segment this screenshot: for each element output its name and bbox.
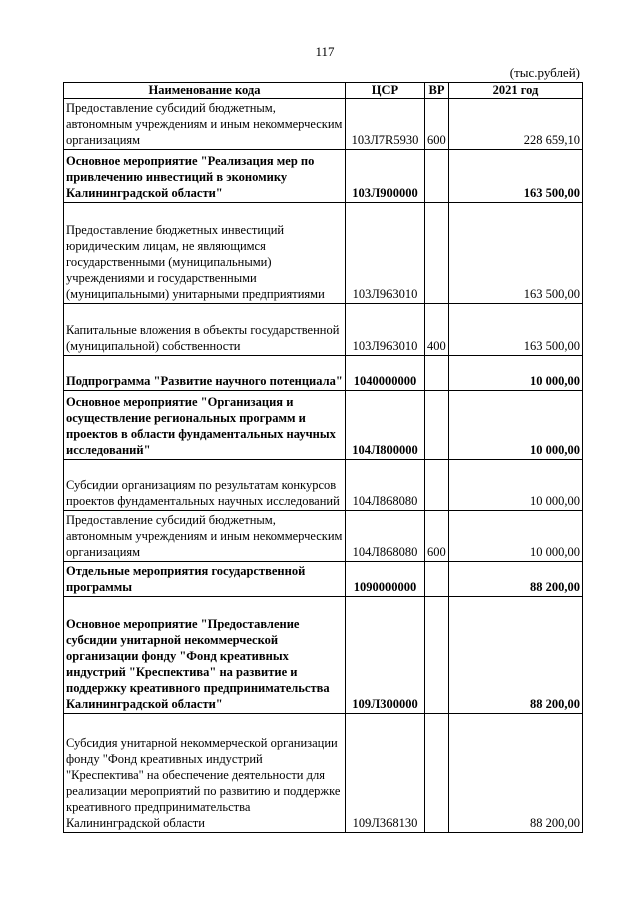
cell-vr	[425, 562, 449, 597]
cell-name: Субсидия унитарной некоммерческой организации фонду "Фонд креативных индустрий "Креспектива" на обеспечение деятельности для реализации мероприятий по развитию и поддержке креативного предпринимательства Калининградской области	[64, 714, 346, 833]
cell-name: Капитальные вложения в объекты государственной (муниципальной) собственности	[64, 304, 346, 356]
cell-vr	[425, 714, 449, 833]
cell-vr: 600	[425, 511, 449, 562]
cell-name: Основное мероприятие "Реализация мер по привлечению инвестиций в экономику Калининградской области"	[64, 150, 346, 203]
table-row	[64, 511, 583, 562]
cell-csr: 103Л900000	[346, 150, 425, 203]
header-year: 2021 год	[449, 83, 583, 99]
table-row	[64, 356, 583, 391]
cell-csr: 104Л800000	[346, 391, 425, 460]
cell-csr: 1040000000	[346, 356, 425, 391]
cell-vr	[425, 391, 449, 460]
cell-csr: 104Л868080	[346, 511, 425, 562]
cell-amount: 163 500,00	[449, 304, 583, 356]
cell-amount: 228 659,10	[449, 99, 583, 150]
cell-amount: 88 200,00	[449, 562, 583, 597]
cell-vr: 600	[425, 99, 449, 150]
cell-name: Основное мероприятие "Организация и осуществление региональных программ и проектов в области фундаментальных научных исследований"	[64, 391, 346, 460]
cell-vr	[425, 203, 449, 304]
cell-amount: 163 500,00	[449, 150, 583, 203]
table-header-row	[64, 83, 583, 99]
cell-name: Предоставление бюджетных инвестиций юридическим лицам, не являющимся государственными (муниципальными) учреждениями и государственными (муниципальными) унитарными предприятиями	[64, 203, 346, 304]
units-note: (тыс.рублей)	[509, 65, 580, 80]
table-row	[64, 460, 583, 511]
cell-vr	[425, 460, 449, 511]
cell-csr: 109Л368130	[346, 714, 425, 833]
cell-name: Основное мероприятие "Предоставление субсидии унитарной некоммерческой организации фонду "Фонд креативных индустрий "Креспектива" на развитие и поддержку креативного предпринимательства Калининградской области"	[64, 597, 346, 714]
cell-vr: 400	[425, 304, 449, 356]
cell-amount: 88 200,00	[449, 597, 583, 714]
table-row	[64, 150, 583, 203]
cell-vr	[425, 356, 449, 391]
budget-table	[63, 82, 583, 833]
table-row	[64, 99, 583, 150]
cell-amount: 88 200,00	[449, 714, 583, 833]
cell-vr	[425, 597, 449, 714]
cell-name: Субсидии организациям по результатам конкурсов проектов фундаментальных научных исследований	[64, 460, 346, 511]
table-row	[64, 597, 583, 714]
header-vr: ВР	[425, 83, 449, 99]
header-name: Наименование кода	[64, 83, 346, 99]
cell-name: Отдельные мероприятия государственной программы	[64, 562, 346, 597]
cell-csr: 109Л300000	[346, 597, 425, 714]
header-csr: ЦСР	[346, 83, 425, 99]
cell-name: Предоставление субсидий бюджетным, автономным учреждениям и иным некоммерческим организациям	[64, 511, 346, 562]
cell-amount: 10 000,00	[449, 460, 583, 511]
cell-csr: 103Л963010	[346, 304, 425, 356]
table-row	[64, 304, 583, 356]
cell-csr: 103Л7R5930	[346, 99, 425, 150]
page-number: 117	[315, 44, 335, 59]
cell-amount: 163 500,00	[449, 203, 583, 304]
table-row	[64, 562, 583, 597]
table-row	[64, 714, 583, 833]
table-row	[64, 391, 583, 460]
cell-vr	[425, 150, 449, 203]
cell-name: Предоставление субсидий бюджетным, автономным учреждениям и иным некоммерческим организациям	[64, 99, 346, 150]
cell-name: Подпрограмма "Развитие научного потенциала"	[64, 356, 346, 391]
table-row	[64, 203, 583, 304]
cell-amount: 10 000,00	[449, 356, 583, 391]
cell-amount: 10 000,00	[449, 391, 583, 460]
cell-amount: 10 000,00	[449, 511, 583, 562]
cell-csr: 1090000000	[346, 562, 425, 597]
cell-csr: 104Л868080	[346, 460, 425, 511]
cell-csr: 103Л963010	[346, 203, 425, 304]
